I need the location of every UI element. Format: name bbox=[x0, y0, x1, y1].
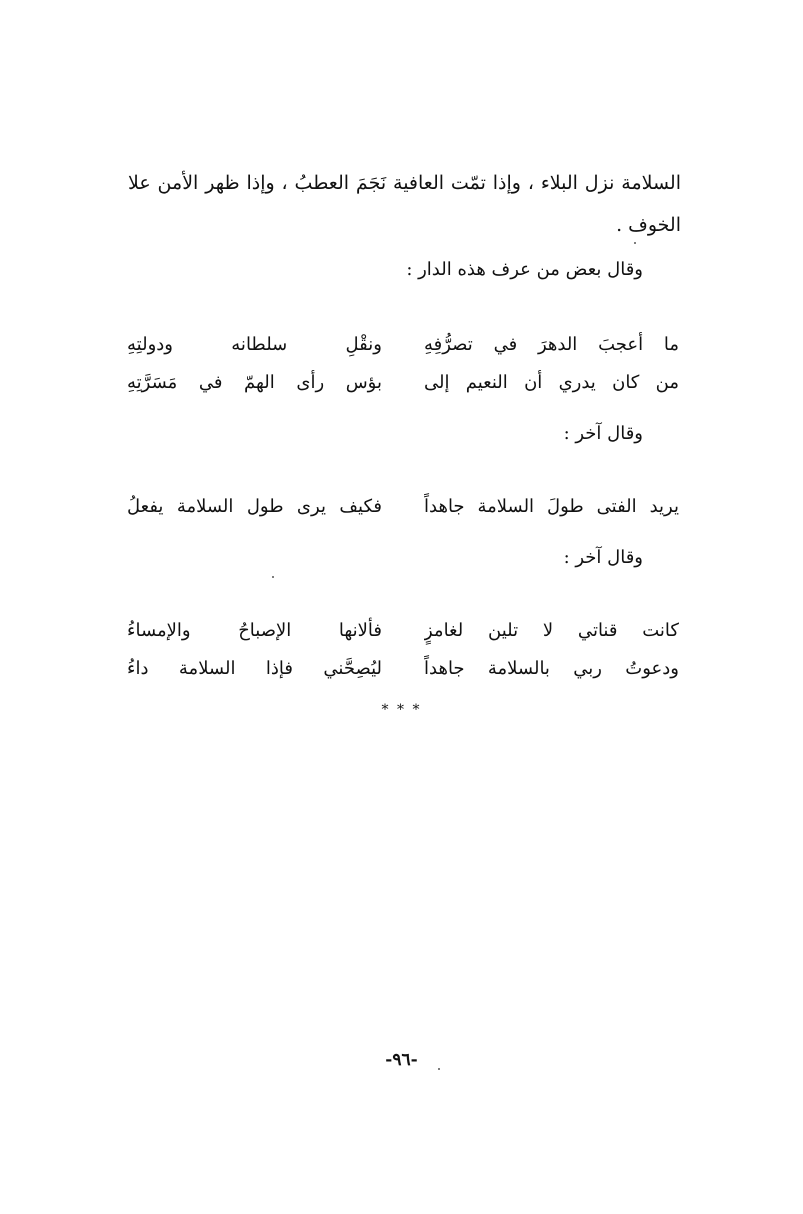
verse-intro: وقال آخر : bbox=[563, 423, 643, 444]
verse-first-hemistich: يريد الفتى طولَ السلامة جاهداً bbox=[424, 496, 679, 517]
print-speck bbox=[438, 1068, 440, 1070]
poem-verse bbox=[127, 368, 679, 398]
poem-verse bbox=[127, 616, 679, 646]
prose-paragraph: السلامة نزل البلاء ، وإذا تمّت العافية نَجَمَ العطبُ ، وإذا ظهر الأمن علا الخوف . bbox=[128, 172, 681, 236]
section-separator: * * * bbox=[381, 702, 422, 718]
verse-first-hemistich: كانت قناتي لا تلين لغامزٍ bbox=[424, 620, 679, 641]
print-speck bbox=[634, 242, 636, 244]
verse-intro: وقال آخر : bbox=[563, 547, 643, 568]
verse-first-hemistich: ودعوتُ ربي بالسلامة جاهداً bbox=[424, 658, 679, 679]
verse-second-hemistich: فألانها الإصباحُ والإمساءُ bbox=[127, 620, 382, 641]
verse-second-hemistich: ونقْلِ سلطانه ودولتِهِ bbox=[127, 334, 382, 355]
verse-intro: وقال بعض من عرف هذه الدار : bbox=[406, 259, 643, 280]
print-speck bbox=[272, 576, 274, 578]
verse-first-hemistich: من كان يدري أن النعيم إلى bbox=[424, 372, 679, 393]
verse-second-hemistich: ليُصِحَّني فإذا السلامة داءُ bbox=[127, 658, 382, 679]
poem-verse bbox=[127, 654, 679, 684]
page-number: -٩٦- bbox=[385, 1050, 418, 1070]
verse-first-hemistich: ما أعجبَ الدهرَ في تصرُّفِهِ bbox=[424, 334, 679, 355]
verse-second-hemistich: فكيف يرى طول السلامة يفعلُ bbox=[127, 496, 382, 517]
poem-verse bbox=[127, 492, 679, 522]
poem-verse bbox=[127, 330, 679, 360]
verse-second-hemistich: بؤس رأى الهمّ في مَسَرَّتِهِ bbox=[127, 372, 382, 393]
